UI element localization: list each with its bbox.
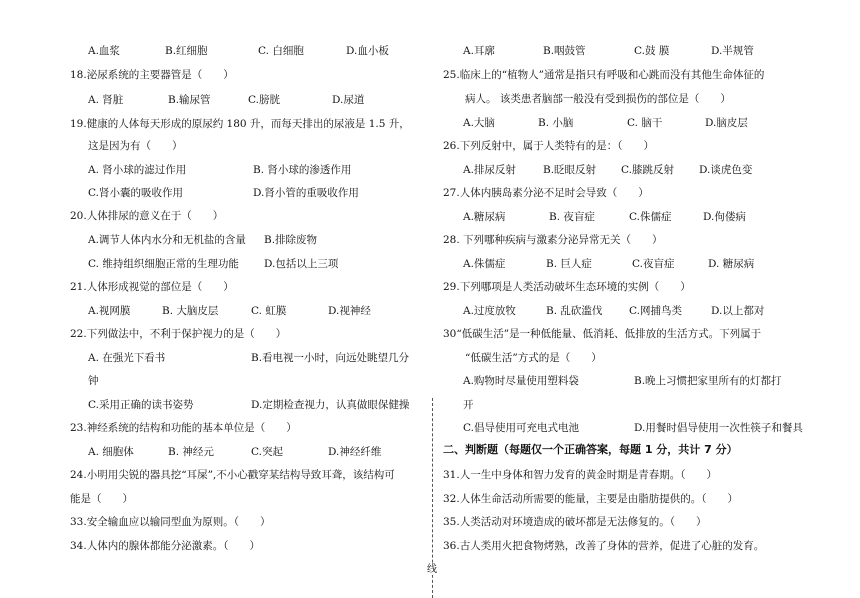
q24-option-a: A.耳廓 xyxy=(463,45,495,57)
q25-stem-1: 25.临床上的“植物人”通常是指只有呼吸和心跳而没有其他生命体征的 xyxy=(443,69,765,81)
q28-option-a: A.侏儒症 xyxy=(463,258,506,270)
q20-stem: 20.人体排尿的意义在于（ ） xyxy=(70,210,224,222)
q27-option-d: D.佝偻病 xyxy=(703,211,746,223)
q27-stem: 27.人体内胰岛素分泌不足时会导致（ ） xyxy=(443,187,649,199)
q27-option-c: C.侏儒症 xyxy=(629,211,672,223)
q19-option-a: A. 肾小球的滤过作用 xyxy=(88,164,187,176)
q18-option-a: A. 肾脏 xyxy=(88,94,124,106)
q18-option-b: B.输尿管 xyxy=(168,94,211,106)
q20-option-b: B.排除废物 xyxy=(264,234,318,246)
q23-stem: 23.神经系统的结构和功能的基本单位是（ ） xyxy=(70,422,297,434)
q30-option-a: A.购物时尽量使用塑料袋 xyxy=(463,375,579,387)
q28-option-c: C.夜盲症 xyxy=(632,258,675,270)
q17-option-c: C. 白细胞 xyxy=(258,45,304,57)
q26-option-d: D.谈虎色变 xyxy=(699,164,753,176)
q30-option-c: C.倡导使用可充电式电池 xyxy=(463,422,579,434)
q22-stem: 22.下列做法中，不利于保护视力的是（ ） xyxy=(70,328,287,340)
q25-option-d: D.脑皮层 xyxy=(705,117,748,129)
q30-stem-1: 30“低碳生活”是一种低能量、低消耗、低排放的生活方式。下列属于 xyxy=(443,328,762,340)
q24-option-d: D.半规管 xyxy=(711,45,754,57)
q28-option-b: B. 巨人症 xyxy=(546,258,592,270)
q17-option-d: D.血小板 xyxy=(346,45,389,57)
q24-stem-1: 24.小明用尖锐的器具挖“耳屎”,不小心戳穿某结构导致耳聋，该结构可 xyxy=(70,469,395,481)
q21-stem: 21.人体形成视觉的部位是（ ） xyxy=(70,281,234,293)
q22-wrap: 钟 xyxy=(88,375,99,387)
q17-option-a: A.血浆 xyxy=(88,45,120,57)
q22-option-b: B.看电视一小时，向远处眺望几分 xyxy=(251,352,410,364)
q30-option-d: D.用餐时倡导使用一次性筷子和餐具 xyxy=(634,422,803,434)
q31-text: 31.人一生中身体和智力发育的黄金时期是青春期。（ ） xyxy=(443,469,717,481)
q29-option-d: D.以上都对 xyxy=(711,305,765,317)
q35-text: 35.人类活动对环境造成的破坏都是无法修复的。（ ） xyxy=(443,516,707,528)
q33-text: 33.安全输血应以输同型血为原则。（ ） xyxy=(70,516,271,528)
q26-stem: 26.下列反射中，属于人类特有的是：（ ） xyxy=(443,140,654,152)
q28-stem: 28. 下列哪种疾病与激素分泌异常无关（ ） xyxy=(443,234,663,246)
q19-option-c: C.肾小囊的吸收作用 xyxy=(88,187,183,199)
q22-option-c: C.采用正确的读书姿势 xyxy=(88,399,194,411)
q27-option-b: B. 夜盲症 xyxy=(549,211,595,223)
q21-option-d: D.视神经 xyxy=(328,305,371,317)
q29-option-c: C.网捕鸟类 xyxy=(629,305,682,317)
q19-option-d: D.肾小管的重吸收作用 xyxy=(253,187,359,199)
binding-mark: 线 xyxy=(427,564,437,575)
q24-option-c: C.鼓 膜 xyxy=(634,45,670,57)
q20-option-d: D.包括以上三项 xyxy=(264,258,339,270)
q23-option-b: B. 神经元 xyxy=(168,446,214,458)
q22-option-a: A. 在强光下看书 xyxy=(88,352,166,364)
q25-stem-2: 病人。 该类患者脑部一般没有受到损伤的部位是（ ） xyxy=(465,93,731,105)
q34-text: 34.人体内的腺体都能分泌激素。（ ） xyxy=(70,540,260,552)
q30-stem-2: “低碳生活”方式的是（ ） xyxy=(465,352,602,364)
q36-text: 36.古人类用火把食物烤熟，改善了身体的营养，促进了心脏的发育。 xyxy=(443,540,765,552)
q29-option-b: B. 乱砍滥伐 xyxy=(546,305,603,317)
q24-stem-2: 能是（ ） xyxy=(70,493,133,505)
q32-text: 32.人体生命活动所需要的能量，主要是由脂肪提供的。（ ） xyxy=(443,493,738,505)
q18-stem: 18.泌尿系统的主要器管是（ ） xyxy=(70,69,234,81)
q23-option-c: C.突起 xyxy=(251,446,283,458)
q26-option-b: B.眨眼反射 xyxy=(543,164,597,176)
q26-option-c: C.膝跳反射 xyxy=(621,164,674,176)
q18-option-c: C.膀胱 xyxy=(248,94,280,106)
q24-option-b: B.咽鼓管 xyxy=(543,45,586,57)
q26-option-a: A.排尿反射 xyxy=(463,164,516,176)
q29-stem: 29.下列哪项是人类活动破坏生态环境的实例（ ） xyxy=(443,281,691,293)
q30-wrap: 开 xyxy=(463,399,474,411)
q18-option-d: D.尿道 xyxy=(332,94,365,106)
q30-option-b: B.晚上习惯把家里所有的灯都打 xyxy=(634,375,782,387)
q21-option-c: C. 虹膜 xyxy=(251,305,287,317)
q19-stem-2: 这是因为有（ ） xyxy=(88,140,183,152)
q25-option-c: C. 脑干 xyxy=(627,117,663,129)
section-2-title: 二、判断题（每题仅一个正确答案，每题 1 分，共计 7 分） xyxy=(443,443,738,456)
q28-option-d: D. 糖尿病 xyxy=(708,258,755,270)
q20-option-c: C. 维持组织细胞正常的生理功能 xyxy=(88,258,239,270)
q19-stem-1: 19.健康的人体每天形成的原尿约 180 升，而每天排出的尿液是 1.5 升， xyxy=(70,118,410,130)
q29-option-a: A.过度放牧 xyxy=(463,305,516,317)
q25-option-b: B. 小脑 xyxy=(538,117,574,129)
q20-option-a: A.调节人体内水分和无机盐的含量 xyxy=(88,234,246,246)
q23-option-d: D.神经纤维 xyxy=(328,446,382,458)
q21-option-a: A.视网膜 xyxy=(88,305,131,317)
q23-option-a: A. 细胞体 xyxy=(88,446,134,458)
q27-option-a: A.糖尿病 xyxy=(463,211,506,223)
q17-option-b: B.红细胞 xyxy=(165,45,208,57)
q19-option-b: B. 肾小球的渗透作用 xyxy=(253,164,352,176)
q25-option-a: A.大脑 xyxy=(463,117,495,129)
q22-option-d: D.定期检查视力，认真做眼保健操 xyxy=(251,399,410,411)
q21-option-b: B. 大脑皮层 xyxy=(162,305,219,317)
